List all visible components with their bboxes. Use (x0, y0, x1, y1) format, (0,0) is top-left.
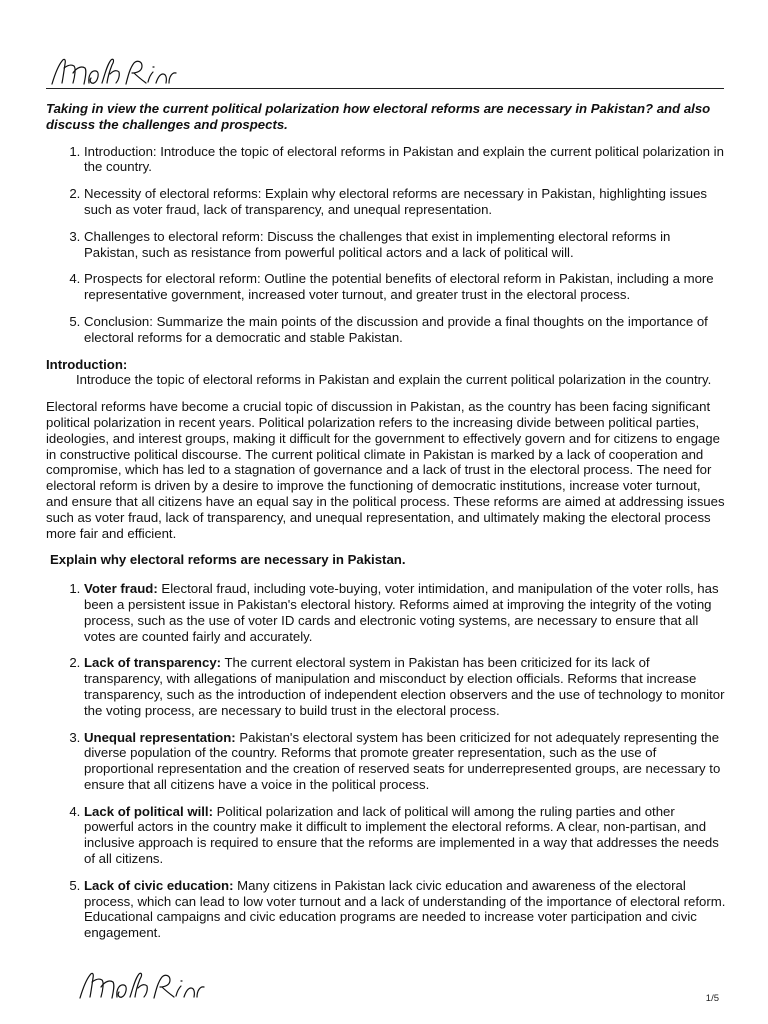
page-number: 1/5 (705, 993, 719, 1004)
document-content (46, 101, 726, 952)
necessity-term: Lack of transparency: (84, 655, 222, 671)
outline-list (46, 144, 726, 346)
header-rule (46, 88, 724, 89)
necessity-item (84, 804, 726, 867)
assignment-question: Taking in view the current political polarization how electoral reforms are necessary in Pakistan? and also discuss the challenges and prospects. (46, 101, 711, 132)
outline-item: 4. Prospects for electoral reform: Outline the potential benefits of electoral reform in Pakistan, including a more representative government, increased voter turnout, and greater trust in the electoral process. (84, 271, 726, 303)
necessity-item (84, 655, 726, 718)
necessity-term: Voter fraud: (84, 581, 158, 597)
outline-item: 2. Necessity of electoral reforms: Explain why electoral reforms are necessary in Pakistan, highlighting issues such as voter fraud, lack of transparency, and unequal representation. (84, 186, 726, 218)
signature-top (48, 56, 178, 92)
introduction-body: Electoral reforms have become a crucial topic of discussion in Pakistan, as the country has been facing significant political polarization in recent years. Political polarization refers to the increasing divide between political parties, ideologies, and interest groups, making it difficult for the government to effectively govern and for citizens to engage in constructive political discourse. The current political climate in Pakistan is marked by a lack of cooperation and compromise, which has led to a stagnation of governance and a lack of trust in the electoral process. The need for electoral reform is driven by a desire to improve the functioning of democratic institutions, increase voter turnout, and ensure that all citizens have an equal say in the political process. These reforms are aimed at addressing issues such as voter fraud, lack of transparency, and unequal representation, and ultimately making the electoral process more fair and efficient. (46, 399, 725, 541)
necessity-term: Lack of political will: (84, 803, 213, 819)
necessity-text: Many citizens in Pakistan lack civic education and awareness of the electoral process, which can lead to low voter turnout and a lack of understanding of the importance of electoral reform. Educational campaigns and civic education programs are needed to increase voter participation and civic engagement. (84, 877, 726, 941)
necessity-list (46, 581, 726, 941)
necessity-term: Unequal representation: (84, 729, 236, 745)
necessity-text: Political polarization and lack of political will among the ruling parties and other powerful actors in the country make it difficult to implement the electoral reforms. A clear, non-partisan, and inclusive approach is required to ensure that the reforms are implemented in a way that addresses the needs of all citizens. (84, 803, 719, 867)
outline-item: 3. Challenges to electoral reform: Discuss the challenges that exist in implementing electoral reforms in Pakistan, such as resistance from powerful political actors and a lack of political will. (84, 229, 726, 261)
signature-bottom (76, 970, 206, 1006)
outline-item: 5. Conclusion: Summarize the main points of the discussion and provide a final thoughts on the importance of electoral reforms for a democratic and stable Pakistan. (84, 314, 726, 346)
introduction-heading: Introduction: (46, 356, 128, 372)
necessity-term: Lack of civic education: (84, 877, 234, 893)
necessity-text: Electoral fraud, including vote-buying, voter intimidation, and manipulation of the voter rolls, has been a persistent issue in Pakistan's electoral history. Reforms aimed at improving the integrity of the voting process, such as the use of voter ID cards and electronic voting systems, are necessary to ensure that all votes are counted fairly and accurately. (84, 581, 719, 644)
necessity-text: The current electoral system in Pakistan has been criticized for its lack of transparency, with allegations of manipulation and misconduct by election officials. Reforms that increase transparency, such as the introduction of independent election observers and the use of technology to monitor the voting process, are necessary to build trust in the electoral process. (84, 655, 725, 718)
necessity-heading: Explain why electoral reforms are necessary in Pakistan. (50, 552, 406, 568)
outline-item: 1. Introduction: Introduce the topic of electoral reforms in Pakistan and explain the current political polarization in the country. (84, 144, 726, 176)
necessity-text: Pakistan's electoral system has been criticized for not adequately representing the diverse population of the country. Reforms that promote greater representation, such as the use of proportional representation and the creation of reserved seats for underrepresented groups, are necessary to ensure that all citizens have a voice in the political process. (84, 729, 721, 792)
necessity-item (84, 878, 726, 941)
introduction-lead: Introduce the topic of electoral reforms in Pakistan and explain the current political polarization in the country. (76, 372, 712, 388)
necessity-item (84, 730, 726, 793)
necessity-item (84, 581, 726, 644)
